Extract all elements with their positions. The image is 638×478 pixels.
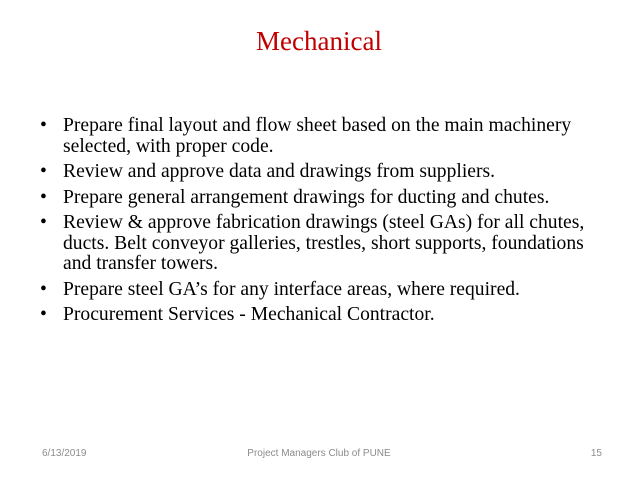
footer-page-number: 15 xyxy=(590,448,602,459)
bullet-text: Prepare general arrangement drawings for ducting and chutes. xyxy=(63,186,550,208)
bullet-item xyxy=(40,305,600,326)
bullet-item xyxy=(40,116,600,157)
bullet-icon: • xyxy=(40,115,47,136)
bullet-icon: • xyxy=(40,304,47,325)
bullet-item xyxy=(40,213,600,275)
bullet-list xyxy=(40,116,600,331)
footer-date: 6/13/2019 xyxy=(42,448,87,459)
slide-title: Mechanical xyxy=(256,26,382,56)
bullet-item xyxy=(40,188,600,209)
bullet-text: Procurement Services - Mechanical Contractor. xyxy=(63,304,435,325)
footer-organization: Project Managers Club of PUNE xyxy=(247,448,391,459)
bullet-text: Prepare final layout and flow sheet based on the main machinery selected, with proper code. xyxy=(63,115,572,157)
bullet-icon: • xyxy=(40,278,47,300)
bullet-text: Review and approve data and drawings from suppliers. xyxy=(63,161,496,182)
bullet-icon: • xyxy=(40,186,47,208)
bullet-icon: • xyxy=(40,161,47,182)
bullet-icon: • xyxy=(40,212,47,233)
bullet-text: Prepare steel GA’s for any interface areas, where required. xyxy=(63,278,520,300)
bullet-item xyxy=(40,280,600,301)
bullet-item xyxy=(40,162,600,183)
bullet-text: Review & approve fabrication drawings (steel GAs) for all chutes, ducts. Belt conveyor galleries, trestles, short supports, foundations and transfer towers. xyxy=(63,212,585,274)
